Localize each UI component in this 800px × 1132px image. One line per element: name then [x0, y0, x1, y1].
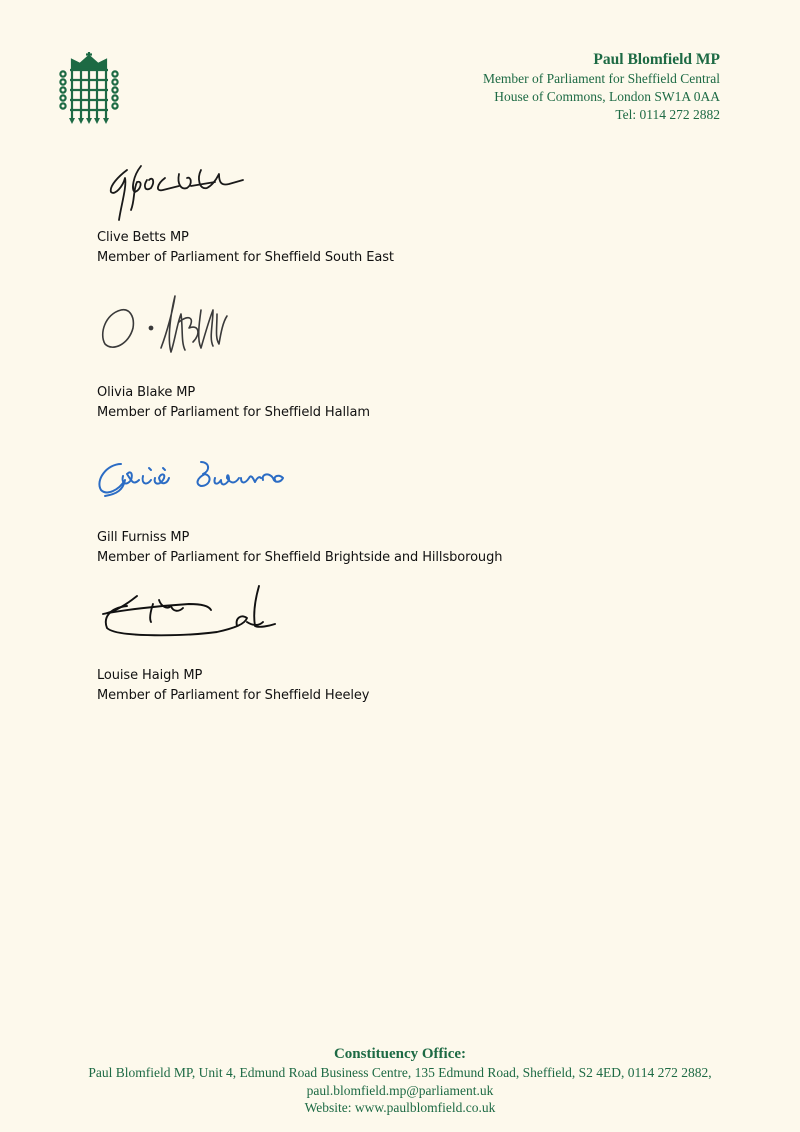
- sender-title: Member of Parliament for Sheffield Central: [482, 71, 720, 86]
- signatory-role: Member of Parliament for Sheffield South East: [97, 250, 394, 265]
- signatory-role: Member of Parliament for Sheffield Hallam: [97, 405, 370, 420]
- signature-image: [97, 450, 297, 528]
- signatory-name: Olivia Blake MP: [97, 385, 196, 400]
- signatory-block: [97, 582, 369, 706]
- signatory-role: Member of Parliament for Sheffield Heeley: [97, 688, 370, 703]
- sender-address: House of Commons, London SW1A 0AA: [494, 89, 720, 104]
- signature-image: [97, 160, 267, 228]
- signatory-block: [97, 450, 502, 568]
- signature-image: [97, 288, 267, 383]
- signature-image: [97, 582, 277, 666]
- footer-website: Website: www.paulblomfield.co.uk: [304, 1100, 496, 1115]
- signatory-block: [97, 288, 370, 423]
- signatory-name: Louise Haigh MP: [97, 668, 203, 683]
- footer-heading: Constituency Office:: [333, 1046, 467, 1062]
- footer: [0, 1044, 800, 1117]
- signatory-role: Member of Parliament for Sheffield Brightside and Hillsborough: [97, 550, 503, 565]
- footer-email: paul.blomfield.mp@parliament.uk: [306, 1082, 494, 1098]
- signatory-name: Gill Furniss MP: [97, 530, 190, 545]
- letterhead: [483, 50, 720, 124]
- sender-name: Paul Blomfield MP: [593, 51, 720, 68]
- signatory-name: Clive Betts MP: [97, 230, 189, 245]
- signatory-block: [97, 160, 394, 268]
- portcullis-logo-icon: [58, 52, 120, 124]
- footer-address: Paul Blomfield MP, Unit 4, Edmund Road Business Centre, 135 Edmund Road, Sheffield, S2 4ED, 0114 272 2882,: [88, 1065, 712, 1080]
- sender-phone: Tel: 0114 272 2882: [615, 107, 720, 122]
